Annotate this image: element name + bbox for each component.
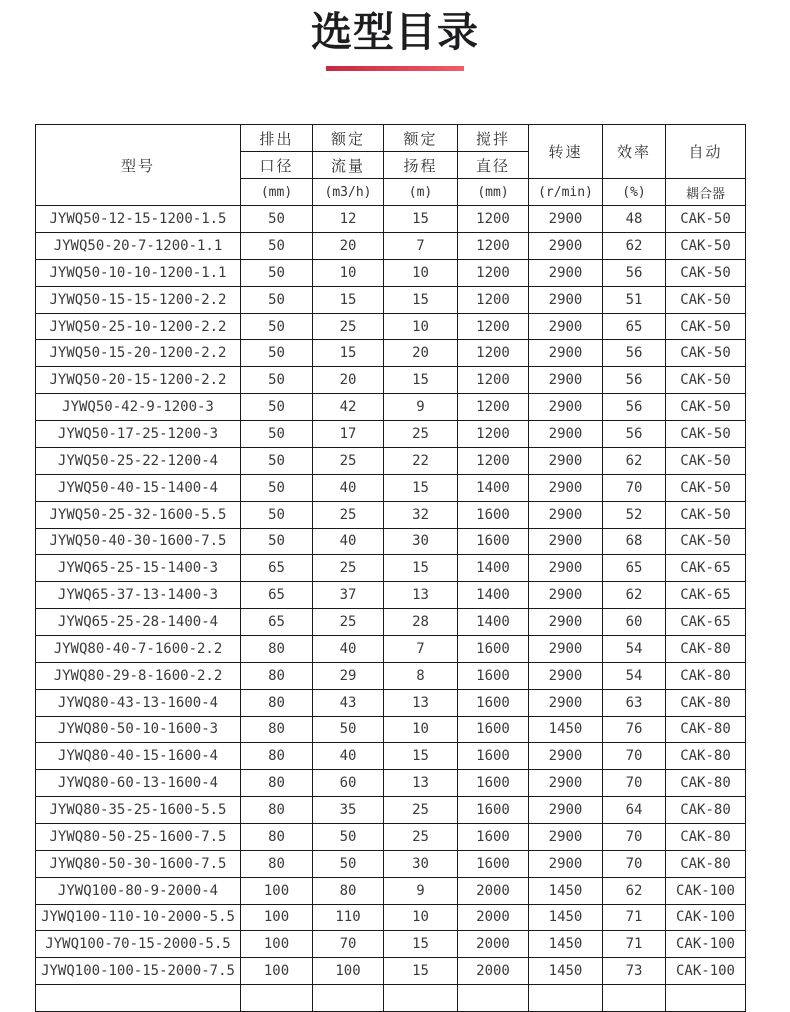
value-cell: 50	[241, 394, 313, 421]
value-cell: 2900	[529, 501, 603, 528]
value-cell: 2900	[529, 259, 603, 286]
value-cell: 1400	[458, 609, 529, 636]
value-cell: 80	[313, 877, 384, 904]
value-cell: 10	[384, 313, 458, 340]
value-cell: 70	[313, 931, 384, 958]
value-cell: 100	[313, 958, 384, 985]
value-cell: 2900	[529, 850, 603, 877]
value-cell: 62	[603, 447, 666, 474]
value-cell: 50	[313, 850, 384, 877]
model-cell: JYWQ100-100-15-2000-7.5	[36, 958, 241, 985]
value-cell: 56	[603, 340, 666, 367]
col-header-discharge-mid: 口径	[241, 152, 313, 179]
value-cell: 15	[384, 367, 458, 394]
model-cell: JYWQ80-35-25-1600-5.5	[36, 797, 241, 824]
value-cell: 2900	[529, 609, 603, 636]
value-cell: 1200	[458, 367, 529, 394]
value-cell: 80	[241, 770, 313, 797]
value-cell: 2900	[529, 582, 603, 609]
value-cell: 2900	[529, 797, 603, 824]
value-cell: 7	[384, 635, 458, 662]
value-cell: 50	[313, 716, 384, 743]
model-cell: JYWQ80-40-15-1600-4	[36, 743, 241, 770]
value-cell: CAK-50	[666, 528, 746, 555]
value-cell: 62	[603, 233, 666, 260]
value-cell: 15	[313, 340, 384, 367]
model-cell: JYWQ80-40-7-1600-2.2	[36, 635, 241, 662]
table-row	[36, 850, 746, 877]
value-cell: 65	[603, 555, 666, 582]
value-cell: 25	[313, 313, 384, 340]
value-cell: 20	[313, 367, 384, 394]
value-cell: 63	[603, 689, 666, 716]
value-cell: 1600	[458, 635, 529, 662]
value-cell	[241, 985, 313, 1012]
value-cell: CAK-50	[666, 313, 746, 340]
model-cell: JYWQ50-40-30-1600-7.5	[36, 528, 241, 555]
value-cell: CAK-80	[666, 635, 746, 662]
value-cell: 1450	[529, 958, 603, 985]
model-cell: JYWQ80-50-25-1600-7.5	[36, 823, 241, 850]
value-cell: 2900	[529, 367, 603, 394]
value-cell: 13	[384, 689, 458, 716]
value-cell: 1450	[529, 716, 603, 743]
value-cell: 1200	[458, 286, 529, 313]
selection-table	[35, 124, 746, 1012]
value-cell: 100	[241, 958, 313, 985]
value-cell: 29	[313, 662, 384, 689]
value-cell: CAK-80	[666, 743, 746, 770]
value-cell: 60	[313, 770, 384, 797]
value-cell: 80	[241, 689, 313, 716]
value-cell: 2000	[458, 877, 529, 904]
value-cell: 2900	[529, 421, 603, 448]
col-header-discharge-top: 排出	[241, 125, 313, 152]
value-cell: 71	[603, 904, 666, 931]
model-cell: JYWQ50-15-15-1200-2.2	[36, 286, 241, 313]
value-cell: CAK-80	[666, 689, 746, 716]
table-row	[36, 582, 746, 609]
model-cell: JYWQ50-20-7-1200-1.1	[36, 233, 241, 260]
value-cell: 15	[384, 286, 458, 313]
value-cell: 1200	[458, 447, 529, 474]
value-cell: 1600	[458, 501, 529, 528]
value-cell: 25	[313, 555, 384, 582]
value-cell: 1600	[458, 689, 529, 716]
value-cell: 2900	[529, 394, 603, 421]
col-header-efficiency: 效率	[603, 125, 666, 179]
value-cell: 1600	[458, 823, 529, 850]
value-cell: 1200	[458, 313, 529, 340]
value-cell: 32	[384, 501, 458, 528]
value-cell: 2000	[458, 904, 529, 931]
table-row	[36, 797, 746, 824]
value-cell: 1450	[529, 931, 603, 958]
value-cell	[313, 985, 384, 1012]
value-cell: 70	[603, 474, 666, 501]
value-cell: 15	[384, 743, 458, 770]
value-cell: 10	[384, 259, 458, 286]
value-cell: 50	[241, 259, 313, 286]
model-cell: JYWQ50-10-10-1200-1.1	[36, 259, 241, 286]
value-cell: 20	[384, 340, 458, 367]
value-cell: 56	[603, 367, 666, 394]
value-cell: 1200	[458, 206, 529, 233]
value-cell: 37	[313, 582, 384, 609]
value-cell: 22	[384, 447, 458, 474]
table-row	[36, 233, 746, 260]
table-row	[36, 716, 746, 743]
table-row	[36, 743, 746, 770]
table-row	[36, 394, 746, 421]
value-cell: 2900	[529, 823, 603, 850]
value-cell: 73	[603, 958, 666, 985]
table-row	[36, 931, 746, 958]
value-cell: 100	[241, 877, 313, 904]
value-cell: 2900	[529, 689, 603, 716]
value-cell: 40	[313, 474, 384, 501]
value-cell: 2900	[529, 447, 603, 474]
value-cell: 1600	[458, 716, 529, 743]
value-cell: 2900	[529, 206, 603, 233]
value-cell: 1400	[458, 474, 529, 501]
value-cell: 9	[384, 394, 458, 421]
col-header-model: 型号	[36, 125, 241, 206]
value-cell: 1600	[458, 770, 529, 797]
value-cell: 1200	[458, 233, 529, 260]
value-cell: 2900	[529, 340, 603, 367]
value-cell	[603, 985, 666, 1012]
value-cell: 100	[241, 904, 313, 931]
value-cell: CAK-50	[666, 394, 746, 421]
value-cell: 35	[313, 797, 384, 824]
model-cell: JYWQ50-42-9-1200-3	[36, 394, 241, 421]
model-cell: JYWQ50-20-15-1200-2.2	[36, 367, 241, 394]
value-cell: 15	[313, 286, 384, 313]
value-cell: 80	[241, 743, 313, 770]
value-cell: 30	[384, 850, 458, 877]
value-cell: 71	[603, 931, 666, 958]
value-cell: CAK-100	[666, 931, 746, 958]
value-cell: CAK-50	[666, 233, 746, 260]
value-cell	[458, 985, 529, 1012]
value-cell: 70	[603, 770, 666, 797]
model-cell	[36, 985, 241, 1012]
value-cell: 15	[384, 958, 458, 985]
value-cell: 50	[241, 501, 313, 528]
model-cell: JYWQ80-29-8-1600-2.2	[36, 662, 241, 689]
value-cell: CAK-50	[666, 340, 746, 367]
value-cell: 2900	[529, 233, 603, 260]
value-cell: 25	[384, 823, 458, 850]
table-body-partial	[36, 985, 746, 1012]
table-row	[36, 555, 746, 582]
model-cell: JYWQ100-70-15-2000-5.5	[36, 931, 241, 958]
value-cell: 65	[603, 313, 666, 340]
value-cell: 1200	[458, 259, 529, 286]
value-cell: CAK-100	[666, 958, 746, 985]
value-cell: 50	[241, 206, 313, 233]
value-cell: 20	[313, 233, 384, 260]
value-cell: 2900	[529, 662, 603, 689]
table-row	[36, 662, 746, 689]
value-cell: 1600	[458, 850, 529, 877]
model-cell: JYWQ50-25-22-1200-4	[36, 447, 241, 474]
value-cell: 30	[384, 528, 458, 555]
value-cell: 2900	[529, 635, 603, 662]
col-header-head-mid: 扬程	[384, 152, 458, 179]
value-cell: 62	[603, 877, 666, 904]
value-cell: CAK-80	[666, 850, 746, 877]
value-cell: 7	[384, 233, 458, 260]
model-cell: JYWQ50-17-25-1200-3	[36, 421, 241, 448]
col-header-flow-top: 额定	[313, 125, 384, 152]
value-cell: 13	[384, 770, 458, 797]
model-cell: JYWQ100-110-10-2000-5.5	[36, 904, 241, 931]
table-row	[36, 689, 746, 716]
value-cell: CAK-80	[666, 823, 746, 850]
value-cell: 64	[603, 797, 666, 824]
value-cell: 15	[384, 931, 458, 958]
value-cell: 50	[241, 421, 313, 448]
value-cell: 56	[603, 259, 666, 286]
value-cell: CAK-100	[666, 877, 746, 904]
value-cell: 2900	[529, 313, 603, 340]
table-row	[36, 609, 746, 636]
value-cell: 15	[384, 206, 458, 233]
value-cell: CAK-65	[666, 582, 746, 609]
value-cell: 50	[241, 313, 313, 340]
col-header-speed: 转速	[529, 125, 603, 179]
model-cell: JYWQ65-25-28-1400-4	[36, 609, 241, 636]
value-cell: 25	[384, 421, 458, 448]
value-cell: 10	[313, 259, 384, 286]
value-cell: 25	[313, 501, 384, 528]
value-cell: 1600	[458, 743, 529, 770]
value-cell: 65	[241, 609, 313, 636]
value-cell: 52	[603, 501, 666, 528]
value-cell	[384, 985, 458, 1012]
table-row	[36, 340, 746, 367]
table-row	[36, 447, 746, 474]
model-cell: JYWQ65-37-13-1400-3	[36, 582, 241, 609]
model-cell: JYWQ100-80-9-2000-4	[36, 877, 241, 904]
table-row	[36, 501, 746, 528]
value-cell: 50	[241, 233, 313, 260]
value-cell: 60	[603, 609, 666, 636]
value-cell: 40	[313, 743, 384, 770]
value-cell: 50	[241, 286, 313, 313]
value-cell	[529, 985, 603, 1012]
value-cell: 25	[313, 447, 384, 474]
value-cell: 40	[313, 528, 384, 555]
value-cell: 1200	[458, 340, 529, 367]
value-cell: 56	[603, 421, 666, 448]
value-cell: 65	[241, 582, 313, 609]
value-cell: 51	[603, 286, 666, 313]
value-cell: 80	[241, 797, 313, 824]
value-cell: 68	[603, 528, 666, 555]
col-header-speed-unit: (r/min)	[529, 179, 603, 206]
value-cell: 1450	[529, 877, 603, 904]
value-cell: CAK-50	[666, 367, 746, 394]
table-row	[36, 421, 746, 448]
value-cell: CAK-50	[666, 474, 746, 501]
table-row	[36, 313, 746, 340]
value-cell: 2900	[529, 474, 603, 501]
value-cell: CAK-80	[666, 662, 746, 689]
value-cell: CAK-80	[666, 770, 746, 797]
value-cell: 10	[384, 716, 458, 743]
model-cell: JYWQ80-50-10-1600-3	[36, 716, 241, 743]
value-cell: 80	[241, 716, 313, 743]
value-cell: 70	[603, 823, 666, 850]
value-cell: 100	[241, 931, 313, 958]
value-cell: 54	[603, 662, 666, 689]
value-cell: CAK-65	[666, 609, 746, 636]
value-cell: 10	[384, 904, 458, 931]
table-row	[36, 770, 746, 797]
value-cell: 50	[241, 367, 313, 394]
table-row	[36, 823, 746, 850]
value-cell: 15	[384, 474, 458, 501]
value-cell: 2000	[458, 931, 529, 958]
value-cell: 76	[603, 716, 666, 743]
value-cell: 25	[384, 797, 458, 824]
col-header-head-unit: (m)	[384, 179, 458, 206]
table-body	[36, 206, 746, 985]
col-header-coupler-bottom: 耦合器	[666, 179, 746, 206]
value-cell: 70	[603, 743, 666, 770]
value-cell	[666, 985, 746, 1012]
value-cell: 1600	[458, 797, 529, 824]
model-cell: JYWQ50-25-32-1600-5.5	[36, 501, 241, 528]
value-cell: 65	[241, 555, 313, 582]
col-header-efficiency-unit: (%)	[603, 179, 666, 206]
title-underline	[326, 66, 464, 71]
col-header-mixing-top: 搅拌	[458, 125, 529, 152]
value-cell: CAK-80	[666, 716, 746, 743]
value-cell: CAK-80	[666, 797, 746, 824]
value-cell: 1450	[529, 904, 603, 931]
value-cell: 70	[603, 850, 666, 877]
value-cell: CAK-50	[666, 286, 746, 313]
model-cell: JYWQ80-43-13-1600-4	[36, 689, 241, 716]
value-cell: 28	[384, 609, 458, 636]
value-cell: 12	[313, 206, 384, 233]
table-row	[36, 474, 746, 501]
value-cell: 1200	[458, 394, 529, 421]
value-cell: 15	[384, 555, 458, 582]
table-row	[36, 286, 746, 313]
model-cell: JYWQ50-12-15-1200-1.5	[36, 206, 241, 233]
value-cell: 110	[313, 904, 384, 931]
value-cell: 43	[313, 689, 384, 716]
value-cell: 25	[313, 609, 384, 636]
table-row	[36, 528, 746, 555]
value-cell: 2000	[458, 958, 529, 985]
value-cell: 50	[241, 340, 313, 367]
value-cell: CAK-100	[666, 904, 746, 931]
value-cell: 50	[313, 823, 384, 850]
table-row	[36, 635, 746, 662]
value-cell: 48	[603, 206, 666, 233]
value-cell: 2900	[529, 770, 603, 797]
value-cell: 40	[313, 635, 384, 662]
value-cell: 2900	[529, 743, 603, 770]
col-header-mixing-unit: (mm)	[458, 179, 529, 206]
value-cell: 80	[241, 635, 313, 662]
value-cell: 80	[241, 662, 313, 689]
value-cell: CAK-65	[666, 555, 746, 582]
col-header-flow-unit: (m3/h)	[313, 179, 384, 206]
table-row	[36, 904, 746, 931]
value-cell: 1400	[458, 555, 529, 582]
value-cell: CAK-50	[666, 206, 746, 233]
col-header-discharge-unit: (mm)	[241, 179, 313, 206]
value-cell: 80	[241, 823, 313, 850]
value-cell: 56	[603, 394, 666, 421]
col-header-mixing-mid: 直径	[458, 152, 529, 179]
col-header-head-top: 额定	[384, 125, 458, 152]
value-cell: 1600	[458, 528, 529, 555]
model-cell: JYWQ80-60-13-1600-4	[36, 770, 241, 797]
value-cell: CAK-50	[666, 447, 746, 474]
model-cell: JYWQ50-15-20-1200-2.2	[36, 340, 241, 367]
value-cell: 42	[313, 394, 384, 421]
model-cell: JYWQ80-50-30-1600-7.5	[36, 850, 241, 877]
value-cell: 2900	[529, 286, 603, 313]
value-cell: 54	[603, 635, 666, 662]
value-cell: 9	[384, 877, 458, 904]
value-cell: 1400	[458, 582, 529, 609]
value-cell: 50	[241, 528, 313, 555]
value-cell: CAK-50	[666, 501, 746, 528]
value-cell: 2900	[529, 528, 603, 555]
value-cell: CAK-50	[666, 259, 746, 286]
value-cell: 13	[384, 582, 458, 609]
value-cell: 2900	[529, 555, 603, 582]
col-header-flow-mid: 流量	[313, 152, 384, 179]
table-row	[36, 958, 746, 985]
value-cell: 1600	[458, 662, 529, 689]
value-cell: 50	[241, 474, 313, 501]
page-title: 选型目录	[311, 8, 479, 56]
model-cell: JYWQ50-40-15-1400-4	[36, 474, 241, 501]
model-cell: JYWQ65-25-15-1400-3	[36, 555, 241, 582]
value-cell: 1200	[458, 421, 529, 448]
value-cell: 50	[241, 447, 313, 474]
table-row	[36, 367, 746, 394]
table-row	[36, 206, 746, 233]
table-row	[36, 877, 746, 904]
table-header	[36, 125, 746, 206]
table-row-partial	[36, 985, 746, 1012]
value-cell: 17	[313, 421, 384, 448]
value-cell: 80	[241, 850, 313, 877]
value-cell: CAK-50	[666, 421, 746, 448]
value-cell: 62	[603, 582, 666, 609]
model-cell: JYWQ50-25-10-1200-2.2	[36, 313, 241, 340]
table-row	[36, 259, 746, 286]
value-cell: 8	[384, 662, 458, 689]
col-header-coupler-top: 自动	[666, 125, 746, 179]
